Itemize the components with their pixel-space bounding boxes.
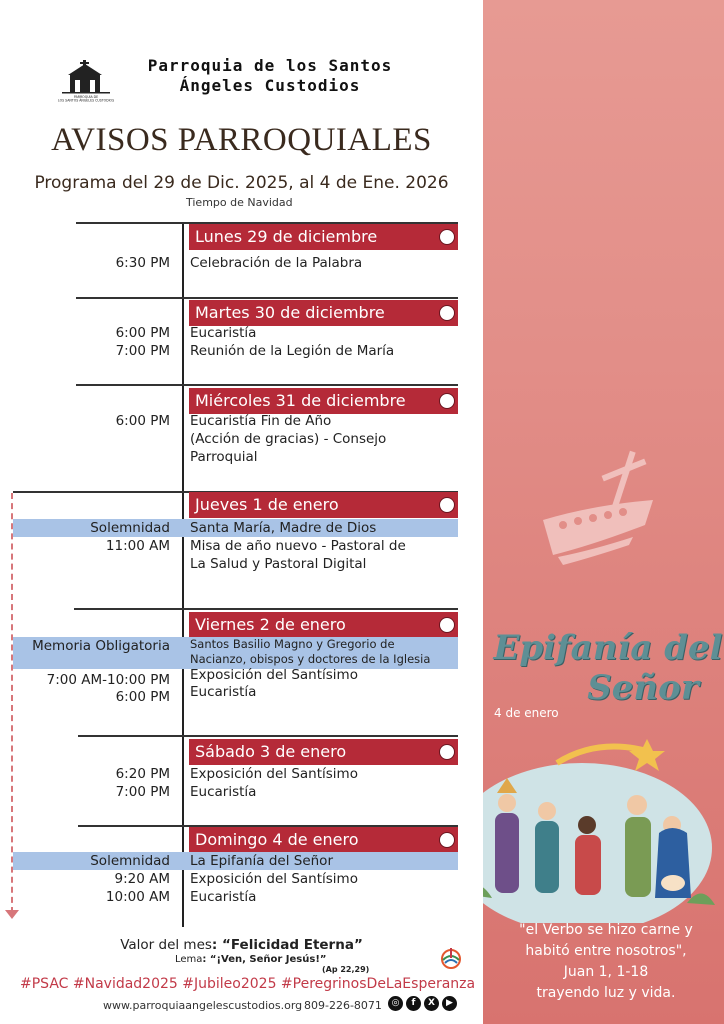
value-of-month: [0, 937, 483, 953]
quote-line: Juan 1, 1-18: [563, 964, 649, 980]
event-name: Eucaristía: [190, 325, 257, 341]
day-title: Martes 30 de diciembre: [195, 303, 385, 322]
parish-name-line2: Ángeles Custodios: [179, 76, 361, 95]
quote-line: trayendo luz y vida.: [536, 985, 676, 1001]
event-time: 7:00 AM-10:00 PM: [46, 672, 170, 688]
day-title: Viernes 2 de enero: [195, 615, 346, 634]
day-header-lunes: [189, 224, 458, 250]
facebook-icon[interactable]: f: [406, 996, 421, 1011]
day-header-miercoles: [189, 388, 458, 414]
day-header-domingo: [189, 827, 458, 853]
event-name: Eucaristía: [190, 889, 257, 905]
event-name: Exposición del Santísimo: [190, 871, 358, 887]
celebration-rank: Solemnidad: [90, 520, 170, 536]
day-separator: [78, 735, 458, 737]
epiphany-title-line1: Epifanía del: [493, 628, 723, 668]
program-dates: Programa del 29 de Dic. 2025, al 4 de Ene. 2026: [34, 173, 449, 193]
event-time: 10:00 AM: [105, 889, 170, 905]
circle-icon: [439, 305, 455, 321]
liturgical-season: Tiempo de Navidad: [186, 196, 293, 209]
church-logo-icon: [56, 60, 116, 102]
event-name: Reunión de la Legión de María: [190, 343, 395, 359]
day-separator: [76, 297, 458, 299]
value-prefix: Valor del mes: [120, 937, 212, 953]
epiphany-date: 4 de enero: [494, 706, 559, 720]
event-time: 11:00 AM: [105, 538, 170, 554]
day-title: Sábado 3 de enero: [195, 742, 347, 761]
celebration-name: Nacianzo, obispos y doctores de la Iglesia: [190, 652, 431, 666]
circle-icon: [439, 393, 455, 409]
gospel-quote: [496, 920, 716, 1004]
event-time: 6:30 PM: [115, 255, 170, 271]
quote-line: habitó entre nosotros",: [525, 943, 687, 959]
day-separator: [74, 608, 458, 610]
celebration-name: Santa María, Madre de Dios: [190, 520, 377, 536]
parish-name-line1: Parroquia de los Santos: [147, 56, 393, 75]
event-time: 7:00 PM: [115, 343, 170, 359]
phone-number: 809-226-8071: [304, 999, 382, 1012]
event-name: Eucaristía: [190, 684, 257, 700]
event-name: La Salud y Pastoral Digital: [190, 556, 367, 572]
quote-line: "el Verbo se hizo carne y: [519, 922, 693, 938]
hashtags: #PSAC #Navidad2025 #Jubileo2025 #PeregrinosDeLaEsperanza: [20, 976, 476, 992]
event-name: Eucaristía: [190, 784, 257, 800]
motto: [175, 954, 326, 965]
day-title: Miércoles 31 de diciembre: [195, 391, 406, 410]
celebration-name: La Epifanía del Señor: [190, 853, 333, 869]
motto-text: : “¡Ven, Señor Jesús!”: [202, 954, 327, 965]
event-time: 6:00 PM: [115, 689, 170, 705]
svg-text:PARROQUIA DE: PARROQUIA DE: [73, 95, 99, 99]
event-time: 6:00 PM: [115, 325, 170, 341]
dashed-timeline: [11, 493, 13, 913]
event-time: 6:20 PM: [115, 766, 170, 782]
x-icon[interactable]: X: [424, 996, 439, 1011]
day-separator: [76, 384, 458, 386]
event-name: Exposición del Santísimo: [190, 766, 358, 782]
day-title: Lunes 29 de diciembre: [195, 227, 378, 246]
celebration-rank: Solemnidad: [90, 853, 170, 869]
day-header-martes: [189, 300, 458, 326]
event-name: Misa de año nuevo - Pastoral de: [190, 538, 406, 554]
epiphany-title: [493, 628, 723, 708]
day-title: Domingo 4 de enero: [195, 830, 359, 849]
celebration-rank: Memoria Obligatoria: [32, 638, 170, 654]
website-link[interactable]: www.parroquiaangelescustodios.org: [103, 999, 303, 1012]
event-time: 7:00 PM: [115, 784, 170, 800]
social-icons: [388, 996, 457, 1011]
schedule-divider: [182, 222, 184, 927]
epiphany-title-line2: Señor: [587, 668, 699, 708]
day-header-viernes: [189, 612, 458, 638]
event-name: Celebración de la Palabra: [190, 255, 363, 271]
timeline-arrow-icon: [5, 910, 19, 919]
event-time: 9:20 AM: [114, 871, 170, 887]
event-time: 6:00 PM: [115, 413, 170, 429]
motto-label: Lema: [175, 954, 203, 965]
jubileo-logo-icon: [438, 946, 464, 972]
day-title: Jueves 1 de enero: [195, 495, 339, 514]
page-title: AVISOS PARROQUIALES: [51, 122, 432, 158]
circle-icon: [439, 832, 455, 848]
epiphany-panel: [483, 0, 724, 1024]
circle-icon: [439, 229, 455, 245]
instagram-icon[interactable]: ◎: [388, 996, 403, 1011]
cross-boat-icon: [533, 445, 673, 585]
event-name: (Acción de gracias) - Consejo: [190, 431, 387, 447]
circle-icon: [439, 497, 455, 513]
circle-icon: [439, 617, 455, 633]
value-name: : “Felicidad Eterna”: [211, 937, 363, 953]
celebration-name: Santos Basilio Magno y Gregorio de: [190, 637, 395, 651]
svg-text:LOS SANTOS ÁNGELES CUSTODIOS: LOS SANTOS ÁNGELES CUSTODIOS: [57, 98, 115, 102]
day-header-sabado: [189, 739, 458, 765]
event-name: Eucaristía Fin de Año: [190, 413, 332, 429]
event-name: Parroquial: [190, 449, 258, 465]
parish-name: [120, 56, 420, 96]
event-name: Exposición del Santísimo: [190, 667, 358, 683]
circle-icon: [439, 744, 455, 760]
youtube-icon[interactable]: ▶: [442, 996, 457, 1011]
day-header-jueves: [189, 492, 458, 518]
three-kings-nativity-icon: [483, 733, 717, 923]
bible-citation: (Ap 22,29): [322, 965, 370, 974]
